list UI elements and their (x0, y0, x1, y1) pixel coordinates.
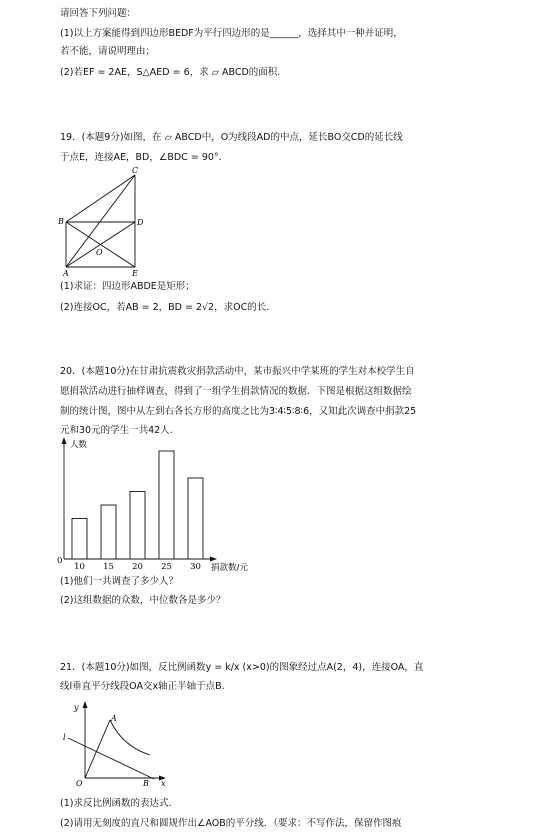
q20-line-3: 制的统计图，图中从左到右各长方形的高度之比为3∶4∶5∶8∶6，又知此次调查中捐款25 (60, 406, 417, 417)
intro-line-4: (2)若EF = 2AE，S△AED = 6，求 ▱ ABCD的面积. (60, 67, 281, 78)
tick-label-15: 15 (103, 562, 114, 572)
q19-line-2: 于点E，连接AE，BD，∠BDC = 90°． (60, 152, 229, 163)
q19-part-2: (2)连接OC，若AB = 2，BD = 2√2，求OC的长. (60, 302, 270, 313)
q20-line-1: 20．(本题10分)在甘肃抗震救灾捐款活动中，某市振兴中学某班的学生对本校学生自 (60, 366, 415, 377)
y-axis-label: 人数 (70, 440, 88, 450)
q21-part-1: (1)求反比例函数的表达式. (60, 798, 172, 809)
q20-line-2: 愿捐款活动进行抽样调查，得到了一组学生捐款情况的数据．下图是根据这组数据绘 (60, 386, 412, 397)
tick-label-30: 30 (190, 562, 201, 572)
intro-line-2: (1)以上方案能得到四边形BEDF为平行四边形的是______，选择其中一种并证明， (60, 28, 403, 39)
q19-label-a: A (63, 269, 69, 277)
tick-label-20: 20 (132, 562, 143, 572)
tick-label-25: 25 (161, 562, 172, 572)
q19-part-1: (1)求证：四边形ABDE是矩形； (60, 281, 195, 292)
x-axis-label: 捐款数/元 (211, 563, 248, 573)
q21-figure (60, 698, 172, 794)
bar-10 (72, 519, 87, 560)
q21-label-o: O (76, 779, 83, 788)
bar-15 (101, 505, 116, 559)
q21-part-2: (2)请用无刻度的直尺和圆规作出∠AOB的平分线．（要求：不写作法，保留作图痕 (60, 818, 402, 829)
origin-label: 0 (57, 556, 63, 566)
intro-line-1: 请回答下列问题： (60, 8, 137, 19)
intro-line-3: 若不能，请说明理由； (60, 46, 156, 57)
bar-chart (54, 434, 264, 574)
q20-line-4: 元和30元的学生一共42人. (60, 425, 173, 436)
q21-line-1: 21．(本题10分)如图，反比例函数y = k/x (x>0)的图象经过点A(2，4)，连接OA，直 (60, 662, 424, 673)
q21-label-a: A (111, 714, 117, 723)
q19-label-d: D (137, 218, 144, 227)
tick-label-10: 10 (74, 562, 85, 572)
q21-y-arrow (83, 701, 88, 708)
q19-label-c: C (132, 166, 139, 175)
q21-label-l: l (63, 733, 66, 742)
q20-part-1: (1)他们一共调查了多少人？ (60, 576, 178, 587)
q20-part-2: (2)这组数据的众数，中位数各是多少？ (60, 595, 226, 606)
q21-line-2: 线l垂直平分线段OA交x轴正半轴于点B. (60, 681, 225, 692)
q19-label-e: E (132, 269, 138, 277)
q19-label-o: O (96, 248, 103, 257)
bar-30 (188, 478, 203, 559)
q21-label-y: y (74, 703, 79, 712)
x-axis-arrow (210, 557, 217, 562)
q19-line-1: 19．(本题9分)如图，在 ▱ ABCD中，O为线段AD的中点，延长BO交CD的延长线 (60, 132, 403, 143)
q21-label-x: x (161, 779, 166, 788)
bar-25 (159, 451, 174, 559)
bar-20 (130, 492, 145, 560)
q19-figure (58, 165, 158, 277)
q19-label-b: B (58, 217, 64, 226)
y-axis-arrow (62, 437, 67, 444)
q21-label-b: B (143, 779, 149, 788)
